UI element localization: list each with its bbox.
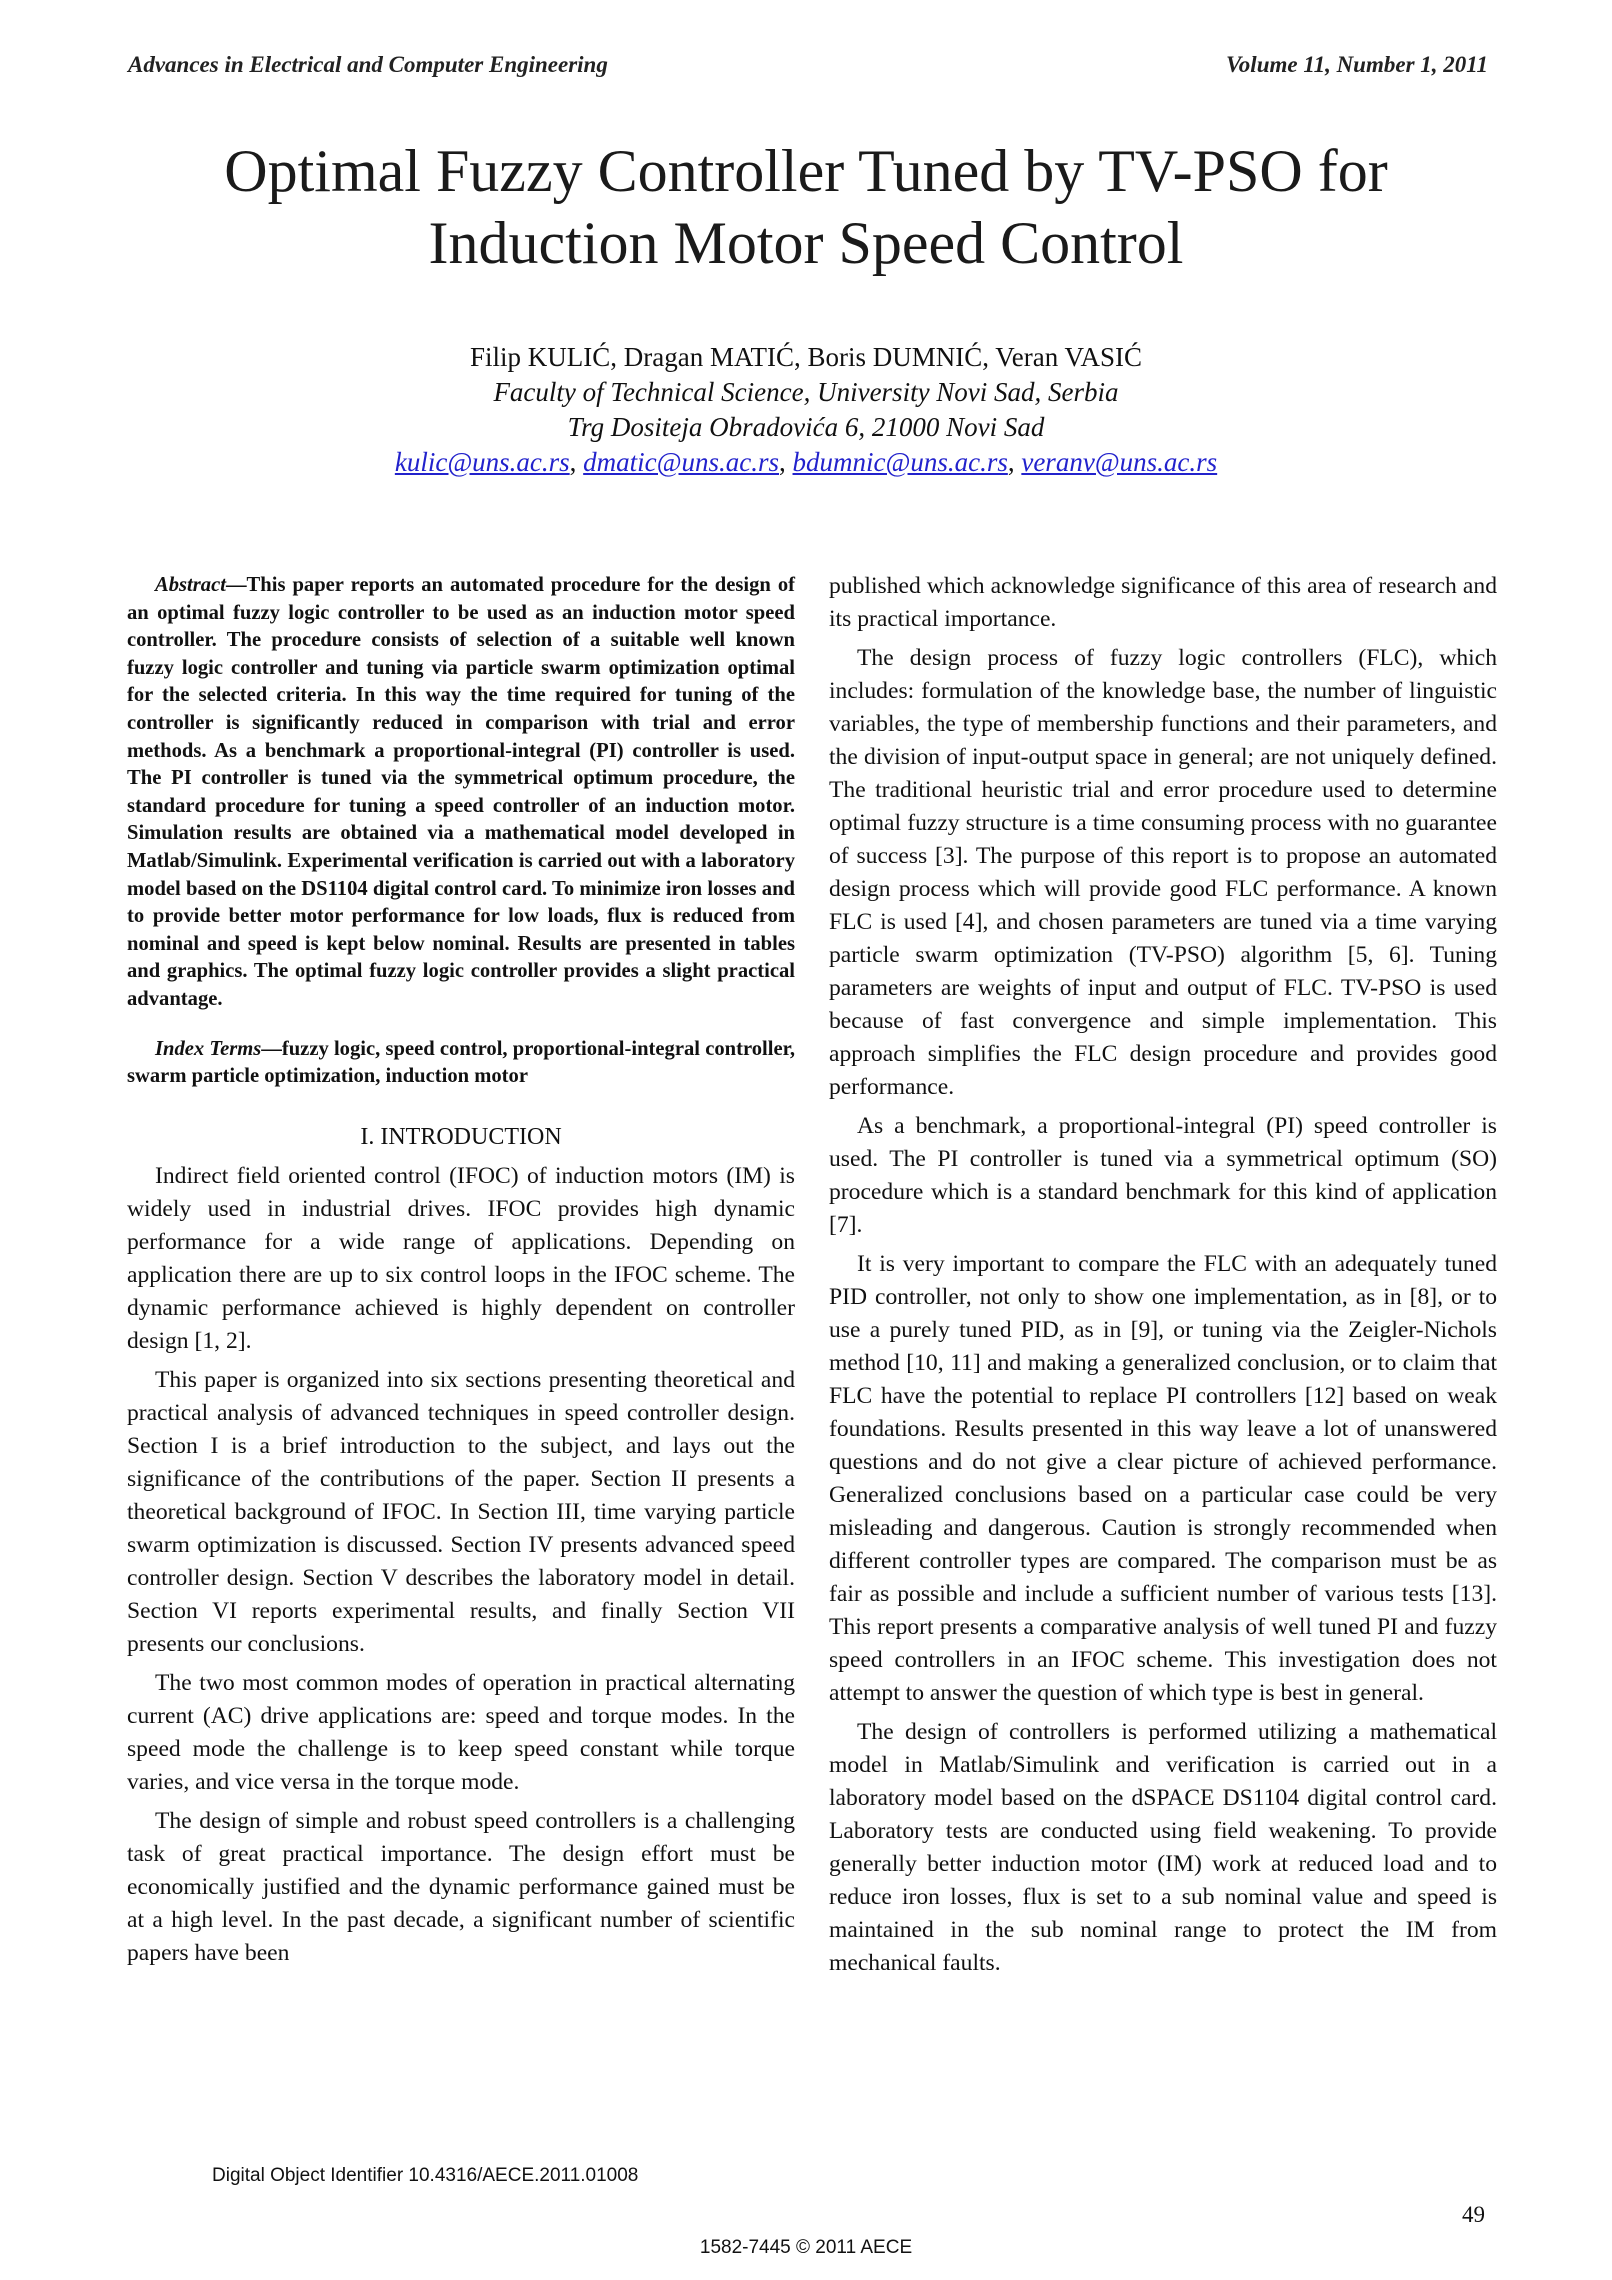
journal-name: Advances in Electrical and Computer Engineering <box>128 52 608 77</box>
email-separator: , <box>1007 447 1022 477</box>
title-line-1: Optimal Fuzzy Controller Tuned by TV-PSO for <box>224 138 1388 204</box>
email-link[interactable]: bdumnic@uns.ac.rs <box>792 447 1008 477</box>
affiliation-line-2: Trg Dositeja Obradovića 6, 21000 Novi Sad <box>567 412 1045 442</box>
paragraph: published which acknowledge significance of this area of research and its practical importance. <box>829 573 1497 632</box>
author-block <box>0 340 1612 480</box>
author-names: Filip KULIĆ, Dragan MATIĆ, Boris DUMNIĆ, Veran VASIĆ <box>469 342 1142 372</box>
index-terms-text: —fuzzy logic, speed control, proportional-integral controller, swarm particle optimization, induction motor <box>127 1037 795 1088</box>
index-terms <box>127 1036 795 1091</box>
paper-title <box>0 135 1612 279</box>
email-separator: , <box>779 447 793 477</box>
paragraph: This paper is organized into six sections presenting theoretical and practical analysis of advanced techniques in speed controller design. Section I is a brief introduction to the subject, and lays out the significance of the contributions of the paper. Section II presents a theoretical background of IFOC. In Section III, time varying particle swarm optimization is discussed. Section IV presents advanced speed controller design. Section V describes the laboratory model in detail. Section VI reports experimental results, and finally Section VII presents our conclusions. <box>127 1366 795 1657</box>
email-link[interactable]: veranv@uns.ac.rs <box>1021 447 1218 477</box>
title-line-2: Induction Motor Speed Control <box>428 210 1184 276</box>
paragraph: It is very important to compare the FLC with an adequately tuned PID controller, not only to show one implementation, as in [8], or to use a purely tuned PID, as in [9], or tuning via the Zeigler-Nichols method [10, 11] and making a generalized conclusion, or to claim that FLC have the potential to replace PI controllers [12] based on weak foundations. Results presented in this way leave a lot of unanswered questions and do not give a clear picture of achieved performance. Generalized conclusions based on a particular case could be very misleading and dangerous. Caution is strongly recommended when different controller types are compared. The comparison must be as fair as possible and include a sufficient number of various tests [13]. This report presents a comparative analysis of well tuned PI and fuzzy speed controllers in an IFOC scheme. This investigation does not attempt to answer the question of which type is best in general. <box>829 1251 1497 1706</box>
paragraph: Indirect field oriented control (IFOC) of induction motors (IM) is widely used in industrial drives. IFOC provides high dynamic performance for a wide range of applications. Depending on application there are up to six control loops in the IFOC scheme. The dynamic performance achieved is highly dependent on controller design [1, 2]. <box>127 1162 795 1354</box>
page-number: 49 <box>1462 2202 1485 2227</box>
left-column <box>127 572 795 1976</box>
email-link[interactable]: kulic@uns.ac.rs <box>394 447 570 477</box>
paragraph: As a benchmark, a proportional-integral (PI) speed controller is used. The PI controller is tuned via a symmetrical optimum (SO) procedure which is a standard benchmark for this kind of application [7]. <box>829 1113 1497 1238</box>
index-terms-label: Index Terms <box>155 1037 262 1060</box>
affiliation-line-1: Faculty of Technical Science, University Novi Sad, Serbia <box>493 377 1119 407</box>
volume-info: Volume 11, Number 1, 2011 <box>1226 52 1488 77</box>
email-list <box>0 445 1612 480</box>
issn-copyright: 1582-7445 © 2011 AECE <box>699 2237 913 2258</box>
paragraph: The design process of fuzzy logic controllers (FLC), which includes: formulation of the knowledge base, the number of linguistic variables, the type of membership functions and their parameters, and the division of input-output space in general; are not uniquely defined. The traditional heuristic trial and error procedure used to determine optimal fuzzy structure is a time consuming process with no guarantee of success [3]. The purpose of this report is to propose an automated design process which will provide good FLC performance. A known FLC is used [4], and chosen parameters are tuned via a time varying particle swarm optimization (TV-PSO) algorithm [5, 6]. Tuning parameters are weights of input and output of FLC. TV-PSO is used because of fast convergence and simple implementation. This approach simplifies the FLC design procedure and provides good performance. <box>829 645 1497 1100</box>
abstract <box>127 572 795 1014</box>
right-column <box>829 570 1497 1986</box>
doi-identifier: Digital Object Identifier 10.4316/AECE.2011.01008 <box>212 2165 639 2186</box>
abstract-label: Abstract <box>155 574 226 596</box>
email-separator: , <box>569 447 584 477</box>
paragraph: The design of controllers is performed utilizing a mathematical model in Matlab/Simulink and verification is carried out in a laboratory model based on the dSPACE DS1104 digital control card. Laboratory tests are conducted using field weakening. To provide generally better induction motor (IM) work at reduced load and to reduce iron losses, flux is set to a sub nominal value and speed is maintained in the sub nominal range to protect the IM from mechanical faults. <box>829 1719 1497 1976</box>
section-heading: I. INTRODUCTION <box>360 1123 562 1150</box>
email-link[interactable]: dmatic@uns.ac.rs <box>583 447 780 477</box>
abstract-text: —This paper reports an automated procedure for the design of an optimal fuzzy logic controller to be used as an induction motor speed controller. The procedure consists of selection of a suitable well known fuzzy logic controller and tuning via particle swarm optimization optimal for the selected criteria. In this way the time required for tuning of the controller is significantly reduced in comparison with trial and error methods. As a benchmark a proportional-integral (PI) controller is used. The PI controller is tuned via the symmetrical optimum procedure, the standard procedure for tuning a speed controller of an induction motor. Simulation results are obtained via a mathematical model developed in Matlab/Simulink. Experimental verification is carried out with a laboratory model based on the DS1104 digital control card. To minimize iron losses and to provide better motor performance for low loads, flux is reduced from nominal and speed is kept below nominal. Results are presented in tables and graphics. The optimal fuzzy logic controller provides a slight practical advantage. <box>127 574 795 1010</box>
paragraph: The two most common modes of operation in practical alternating current (AC) drive applications are: speed and torque modes. In the speed mode the challenge is to keep speed constant while torque varies, and vice versa in the torque mode. <box>127 1669 795 1795</box>
paragraph: The design of simple and robust speed controllers is a challenging task of great practical importance. The design effort must be economically justified and the dynamic performance gained must be at a high level. In the past decade, a significant number of scientific papers have been <box>127 1807 795 1966</box>
